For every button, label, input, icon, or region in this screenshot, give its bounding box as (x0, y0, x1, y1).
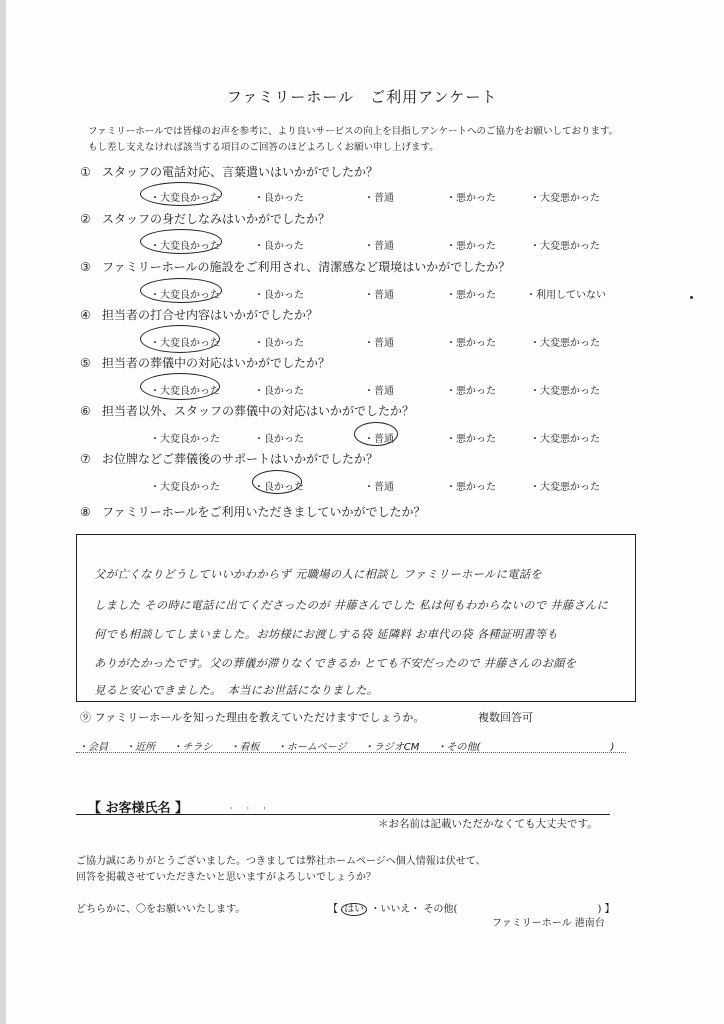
q7-option-2[interactable]: ・良かった (254, 482, 304, 493)
q9-multiple-note: 複数回答可 (478, 711, 533, 724)
q5-option-1[interactable]: ・大変良かった (150, 386, 220, 397)
consent-other[interactable]: その他( ) (423, 904, 602, 915)
q2-option-5[interactable]: ・大変悪かった (530, 241, 600, 252)
q1-option-3[interactable]: ・普通 (364, 193, 394, 204)
comment-box[interactable] (76, 534, 636, 702)
q7-option-5[interactable]: ・大変悪かった (530, 482, 600, 493)
q1-option-4[interactable]: ・悪かった (446, 193, 496, 204)
q6-option-5[interactable]: ・大変悪かった (530, 434, 600, 445)
q3-option-1[interactable]: ・大変良かった (150, 290, 220, 301)
q1-option-2[interactable]: ・良かった (254, 193, 304, 204)
question-8: ⑧ ファミリーホールをご利用いただきましていかがでしたか？ (80, 505, 426, 519)
q4-option-4[interactable]: ・悪かった (446, 338, 496, 349)
comment-line-1: 父が亡くなりどうしていいかわからず 元職場の人に相談し ファミリーホールに電話を (94, 568, 543, 581)
consent-options (328, 900, 615, 915)
source-option-4[interactable]: ・看板 (229, 742, 260, 753)
question-5: ⑤ 担当者の葬儀中の対応はいかがでしたか？ (80, 356, 331, 370)
source-option-7[interactable]: ・その他( ) (436, 742, 615, 753)
answer-circle-q4 (140, 325, 220, 353)
q4-option-2[interactable]: ・良かった (254, 338, 304, 349)
name-scribble: ' ' ' (230, 806, 272, 815)
outro-line-2: 回答を掲載させていただきたいと思いますがよろしいでしょうか？ (76, 872, 376, 883)
consent-prompt: どちらかに、〇をお願いいたします。 (76, 904, 246, 915)
q6-option-3[interactable]: ・普通 (364, 434, 394, 445)
q6-option-4[interactable]: ・悪かった (446, 434, 496, 445)
source-option-3[interactable]: ・チラシ (172, 742, 213, 753)
q4-option-1[interactable]: ・大変良かった (150, 338, 220, 349)
source-options (78, 738, 628, 753)
source-option-5[interactable]: ・ホームページ (276, 742, 347, 753)
intro-text (88, 124, 688, 156)
comment-line-4: ありがたかったです。父の葬儀が滞りなくできるか とても不安だったので 井藤さんのお顔を (94, 657, 577, 670)
question-1: ① スタッフの電話対応、言葉遣いはいかがでしたか？ (80, 165, 379, 179)
q3-option-4[interactable]: ・悪かった (446, 290, 496, 301)
comment-line-2: しました その時に電話に出てくださったのが 井藤さんでした 私は何もわからないので 井藤さんに (94, 599, 609, 612)
source-dotted-line (76, 752, 626, 753)
q2-option-3[interactable]: ・普通 (364, 241, 394, 252)
consent-bracket-close: 】 (604, 904, 615, 915)
answer-circle-q7 (252, 470, 302, 494)
question-9: ⑨ ファミリーホールを知った理由を教えていただけますでしょうか。 (80, 711, 425, 724)
q3-option-3[interactable]: ・普通 (364, 290, 394, 301)
comment-line-3: 何でも相談してしまいました。お坊様にお渡しする袋 延隣料 お車代の袋 各種証明書等も (94, 628, 558, 641)
comment-line-5: 見ると安心できました。 本当にお世話になりました。 (94, 684, 379, 697)
intro-line-2: もし差し支えなければ該当する項目のご回答のほどよろしくお願い申し上げます。 (88, 142, 439, 153)
q7-option-3[interactable]: ・普通 (364, 482, 394, 493)
q1-option-1[interactable]: ・大変良かった (150, 193, 220, 204)
q1-option-5[interactable]: ・大変悪かった (530, 193, 600, 204)
answer-circle-q5 (140, 373, 220, 400)
question-3: ③ ファミリーホールの施設をご利用され、清潔感など環境はいかがでしたか？ (80, 260, 511, 274)
source-option-6[interactable]: ・ラジオCM (363, 742, 420, 753)
q3-option-2[interactable]: ・良かった (254, 290, 304, 301)
consent-bracket-open: 【 (328, 904, 338, 915)
q2-option-4[interactable]: ・悪かった (446, 241, 496, 252)
footer-signature: ファミリーホール 港南台 (492, 918, 605, 929)
answer-circle-q1 (140, 182, 222, 206)
page-title: ファミリーホール ご利用アンケート (226, 88, 498, 106)
outro-text (76, 854, 676, 886)
q5-option-4[interactable]: ・悪かった (446, 386, 496, 397)
customer-name-field[interactable] (76, 814, 610, 815)
q7-option-1[interactable]: ・大変良かった (150, 482, 220, 493)
scan-edge (0, 0, 6, 1024)
q4-option-5[interactable]: ・大変悪かった (530, 338, 600, 349)
q7-option-4[interactable]: ・悪かった (446, 482, 496, 493)
question-7: ⑦ お位牌などご葬儀後のサポートはいかがでしたか？ (80, 452, 379, 466)
q5-option-3[interactable]: ・普通 (364, 386, 394, 397)
question-4: ④ 担当者の打合せ内容はいかがでしたか？ (80, 308, 319, 322)
q2-option-2[interactable]: ・良かった (254, 241, 304, 252)
customer-name-label: 【 お客様氏名 】 (88, 801, 189, 816)
question-6: ⑥ 担当者以外、スタッフの葬儀中の対応はいかがでしたか？ (80, 404, 415, 418)
source-option-2[interactable]: ・近所 (125, 742, 156, 753)
q5-option-5[interactable]: ・大変悪かった (530, 386, 600, 397)
q2-option-1[interactable]: ・大変良かった (150, 241, 220, 252)
q4-option-3[interactable]: ・普通 (364, 338, 394, 349)
source-option-1[interactable]: ・会員 (78, 742, 108, 753)
consent-no[interactable]: ・いいえ・ (370, 904, 421, 915)
q6-option-1[interactable]: ・大変良かった (150, 434, 220, 445)
answer-circle-q3 (140, 278, 222, 303)
answer-circle-q2 (140, 229, 222, 254)
outro-line-1: ご協力誠にありがとうございました。つきましては弊社ホームページへ個人情報は伏せて、 (76, 856, 486, 867)
q3-option-5[interactable]: ・利用していない (526, 290, 606, 301)
q6-option-2[interactable]: ・良かった (254, 434, 304, 445)
name-optional-note: ＊お名前は記載いただかなくても大丈夫です。 (378, 818, 598, 830)
answer-circle-q6 (354, 422, 398, 446)
question-2: ② スタッフの身だしなみはいかがでしたか？ (80, 212, 331, 226)
scan-speck (690, 296, 693, 299)
q5-option-2[interactable]: ・良かった (254, 386, 304, 397)
intro-line-1: ファミリーホールでは皆様のお声を参考に、より良いサービスの向上を目指しアンケートへのご協力をお願いしております。 (88, 126, 619, 137)
consent-yes[interactable]: はい (341, 903, 367, 916)
